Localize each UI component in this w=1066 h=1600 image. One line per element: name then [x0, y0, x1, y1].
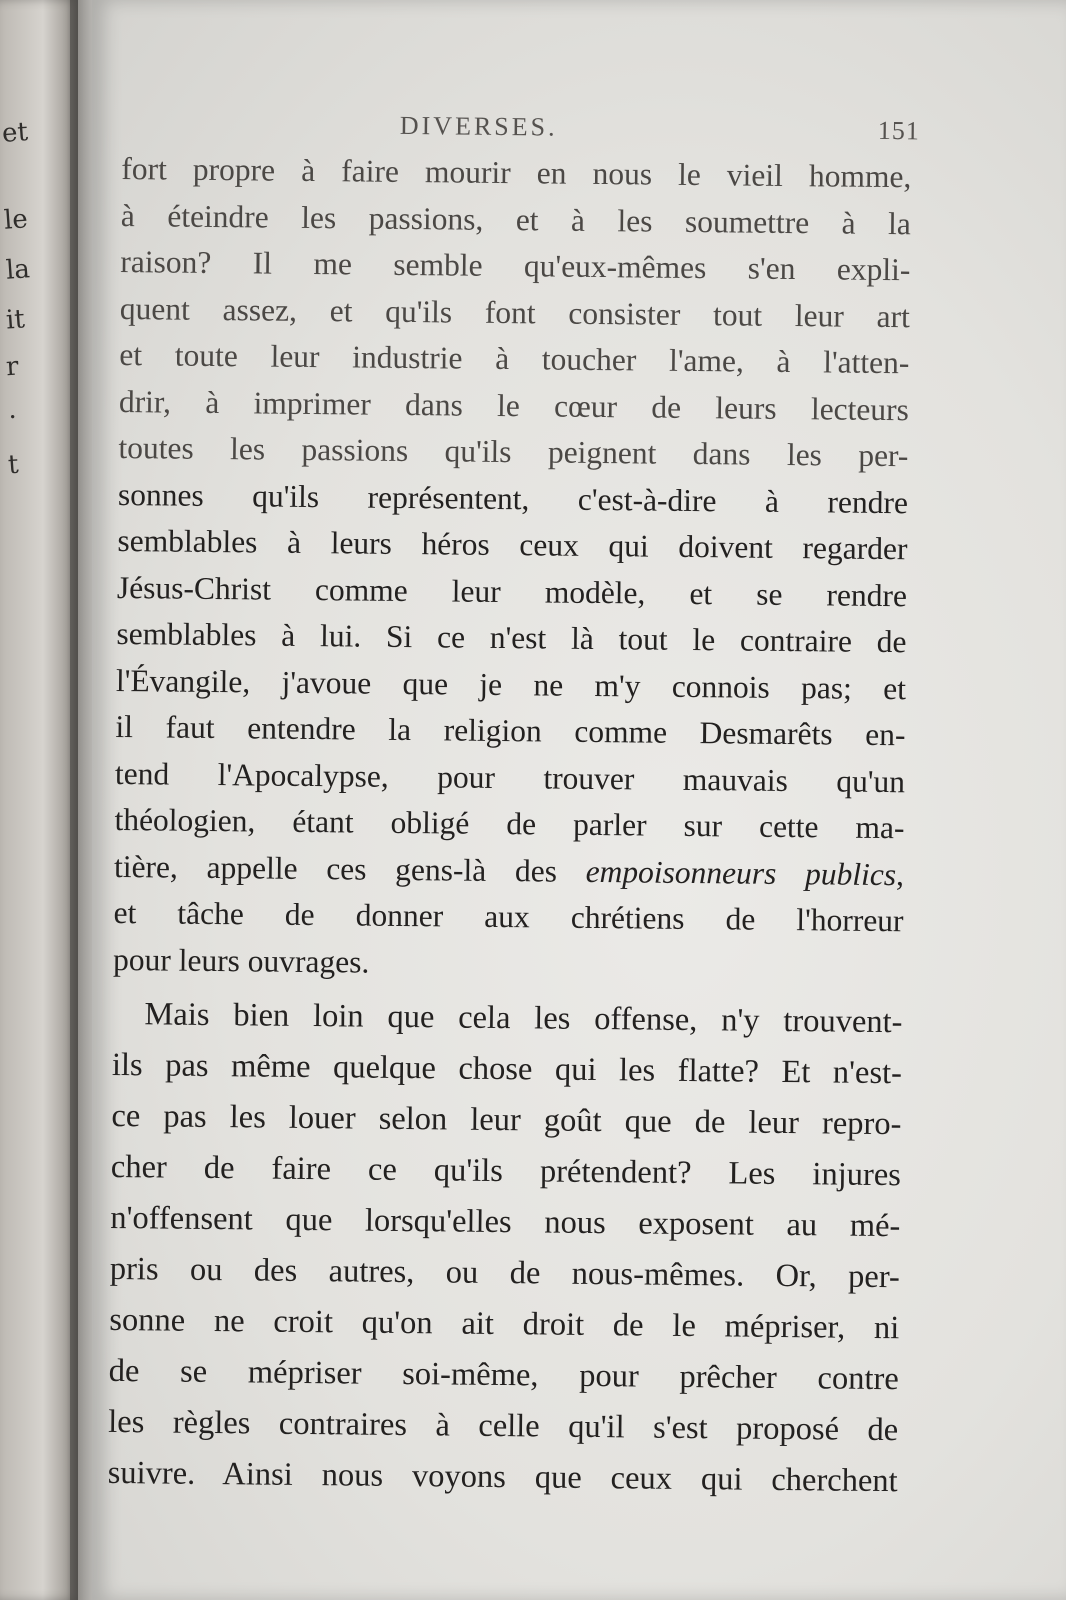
text-line: pour leurs ouvrages. [112, 941, 370, 980]
text-line: de se mépriser soi-même, pour prêcher contre [108, 1352, 899, 1398]
text-run: , [895, 856, 905, 892]
text-line: cher de faire ce qu'ils prétendent? Les injures [110, 1148, 902, 1194]
left-page-fragment: le [2, 204, 29, 236]
text-line-with-emphasis [114, 843, 904, 898]
italic-phrase: empoisonneurs publics [585, 853, 897, 892]
text-run: tière, appelle ces gens-là des [113, 848, 586, 889]
page-header [132, 108, 920, 146]
paragraph-2 [107, 989, 902, 1507]
text-line: pris ou des autres, ou de nous-mêmes. Or, per- [109, 1250, 900, 1296]
text-line: quent assez, et qu'ils font consister tout leur art [119, 290, 911, 334]
text-line: suivre. Ainsi nous voyons que ceux qui cherchent [107, 1454, 898, 1500]
text-line: n'offensent que lorsqu'elles nous exposent au mé- [110, 1199, 901, 1245]
text-line: fort propre à faire mourir en nous le vieil homme, [121, 150, 912, 195]
left-page-fragment: la [4, 254, 31, 286]
text-line: il faut entendre la religion comme Desmarêts en- [115, 708, 906, 753]
paragraph-1 [113, 146, 912, 991]
left-page-fragment: it [4, 304, 26, 336]
text-line: à éteindre les passions, et à les soumettre à la [120, 197, 912, 241]
text-line: les règles contraires à celle qu'il s'est proposé de [108, 1403, 899, 1449]
text-line: Mais bien loin que cela les offense, n'y trouvent- [144, 996, 903, 1041]
text-line: toutes les passions qu'ils peignent dans les per- [118, 429, 909, 474]
text-line: sonne ne croit qu'on ait droit de le mépriser, ni [109, 1301, 900, 1347]
text-line: et toute leur industrie à toucher l'ame, à l'atten- [119, 336, 910, 381]
page-number: 151 [877, 115, 920, 146]
text-line: semblables à lui. Si ce n'est là tout le contraire de [116, 615, 907, 660]
text-line: l'Évangile, j'avoue que je ne m'y connois pas; et [115, 662, 907, 706]
left-page-fragment: r [4, 351, 20, 383]
text-line: Jésus-Christ comme leur modèle, et se rendre [116, 569, 908, 613]
left-page-fragment: . [6, 394, 18, 426]
left-page-fragment: et [0, 117, 29, 149]
text-line: ce pas les louer selon leur goût que de leur repro- [111, 1097, 902, 1143]
text-line: semblables à leurs héros ceux qui doivent regarder [117, 522, 908, 567]
page-text-block [107, 108, 920, 1507]
text-line: drir, à imprimer dans le cœur de leurs lecteurs [118, 383, 910, 427]
text-line: ils pas même quelque chose qui les flatte? Et n'est- [111, 1046, 903, 1092]
text-line: théologien, étant obligé de parler sur cette ma- [114, 801, 905, 846]
text-line: sonnes qu'ils représentent, c'est-à-dire à rendre [117, 476, 909, 520]
text-line: et tâche de donner aux chrétiens de l'horreur [113, 894, 904, 939]
text-line: tend l'Apocalypse, pour trouver mauvais qu'un [114, 755, 906, 799]
left-page-fragment: t [6, 449, 20, 481]
running-head: DIVERSES. [399, 110, 558, 142]
left-page-edge [0, 0, 78, 1600]
book-page [92, 0, 1066, 1600]
text-line: raison? Il me semble qu'eux-mêmes s'en expli- [120, 243, 911, 288]
